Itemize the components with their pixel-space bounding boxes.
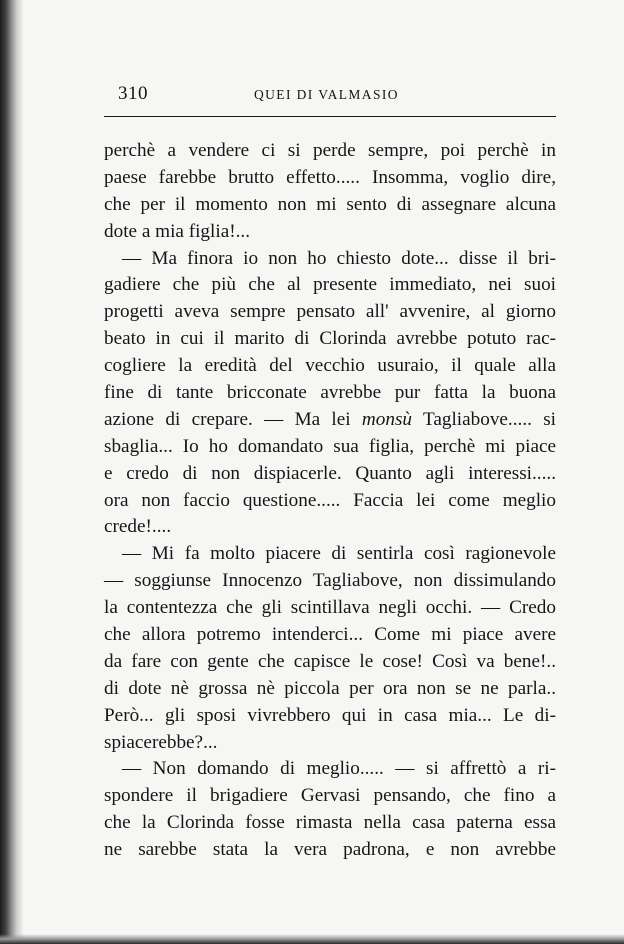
text-line: la contentezza che gli scintillava negli occhi. — Credo (104, 597, 556, 619)
text-line: — Mi fa molto piacere di sentirla così ragionevole (122, 543, 556, 565)
text-line: perchè a vendere ci si perde sempre, poi perchè in (104, 140, 556, 161)
text-line: progetti aveva sempre pensato all' avvenire, al giorno (104, 301, 556, 323)
text-line: — soggiunse Innocenzo Tagliabove, non dissimulando (104, 570, 556, 592)
text-line: — Non domando di meglio..... — si affrettò a ri- (122, 758, 556, 780)
text-line: crede!.... (104, 516, 172, 538)
text-line: dote a mia figlia!... (104, 220, 250, 242)
text-line: — Ma finora io non ho chiesto dote... disse il bri- (122, 247, 556, 269)
text-line: da fare con gente che capisce le cose! Così va bene!.. (104, 650, 556, 672)
text-line: gadiere che più che al presente immediato, nei suoi (104, 274, 556, 296)
text-line: azione di crepare. — Ma lei monsù Tagliabove..... si (104, 408, 556, 430)
text-line: cogliere la eredità del vecchio usuraio, il quale alla (104, 355, 556, 377)
page-bottom-shadow (0, 934, 624, 944)
text-line: ora non faccio questione..... Faccia lei come meglio (104, 489, 556, 511)
running-title: QUEI DI VALMASIO (254, 87, 399, 102)
page-header (118, 83, 556, 105)
text-line: che per il momento non mi sento di assegnare alcuna (104, 193, 556, 215)
text-line: e credo di non dispiacerle. Quanto agli interessi..... (104, 462, 556, 484)
text-line: che allora potremo intenderci... Come mi piace avere (104, 624, 556, 646)
page-binding-shadow (0, 0, 24, 944)
italic-word: monsù (361, 408, 413, 430)
text-line: beato in cui il marito di Clorinda avrebbe potuto rac- (104, 328, 556, 350)
page-number: 310 (118, 83, 148, 104)
text-line: ne sarebbe stata la vera padrona, e non avrebbe (104, 839, 556, 861)
text-line: spondere il brigadiere Gervasi pensando, che fino a (104, 785, 556, 807)
text-line: Però... gli sposi vivrebbero qui in casa mia... Le di- (104, 704, 556, 726)
page-body (104, 138, 556, 864)
text-line: paese farebbe brutto effetto..... Insomma, voglio dire, (104, 166, 556, 188)
text-line: di dote nè grossa nè piccola per ora non se ne parla.. (104, 677, 556, 699)
text-line: spiacerebbe?... (104, 731, 218, 753)
text-line: fine di tante bricconate avrebbe pur fatta la buona (104, 382, 556, 404)
header-divider (104, 116, 556, 117)
text-line: che la Clorinda fosse rimasta nella casa paterna essa (104, 812, 556, 834)
text-line: sbaglia... Io ho domandato sua figlia, perchè mi piace (104, 435, 556, 457)
